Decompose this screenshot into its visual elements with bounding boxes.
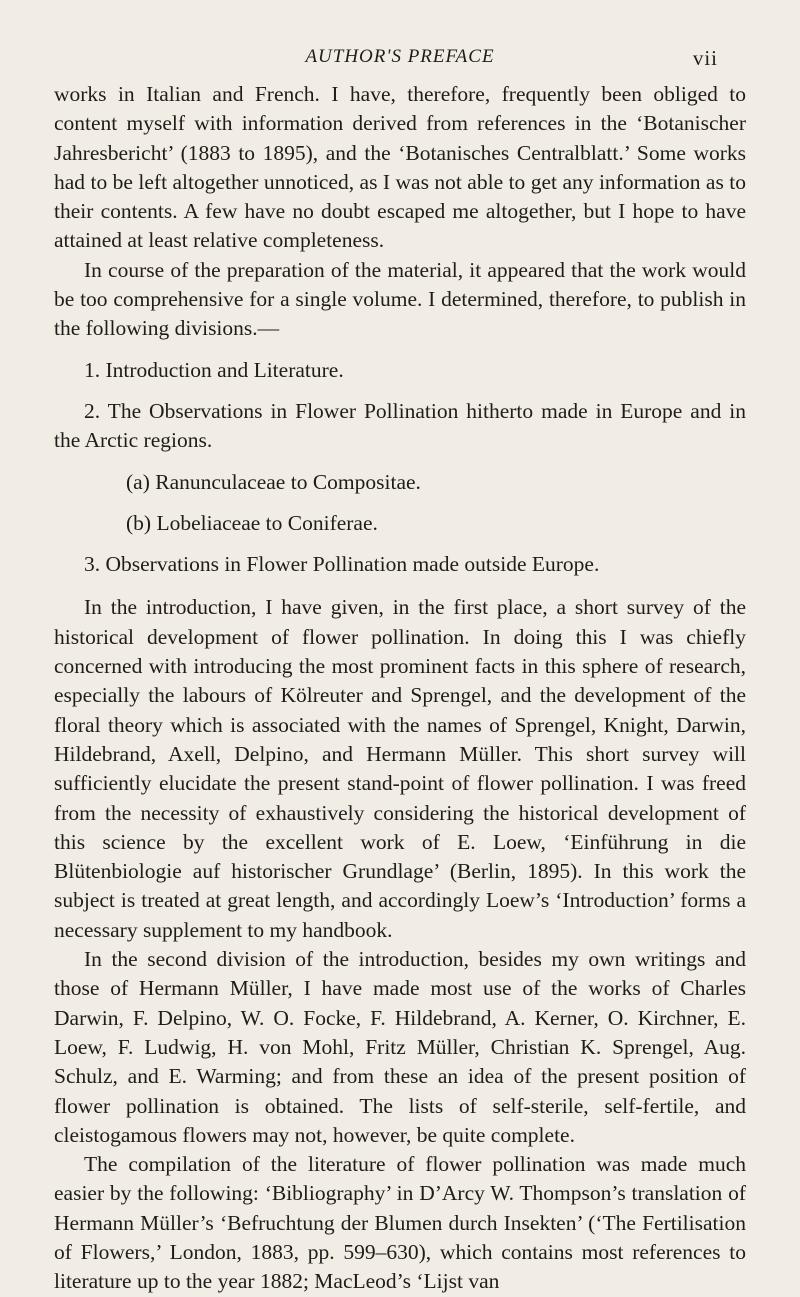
division-3: 3. Observations in Flower Pollination made outside Europe. <box>84 552 600 577</box>
paragraph-5: The compilation of the literature of flower pollination was made much easier by the following: ‘Bibliography’ in D’Arcy W. Thompson’s translation of Hermann Müller’s ‘Befruchtung der Blumen durch Insekten’ (‘The Fertilisation of Flowers,’ London, 1883, pp. 599–630), which contains most references to literature up to the year 1882; MacLeod’s ‘Lijst van <box>54 1152 746 1294</box>
paragraph-1: works in Italian and French. I have, therefore, frequently been obliged to content myself with information derived from references in the ‘Botanischer Jahresbericht’ (1883 to 1895), and the ‘Botanisches Centralblatt.’ Some works had to be left altogether unnoticed, as I was not able to get any information as to their contents. A few have no doubt escaped me altogether, but I hope to have attained at least relative completeness. <box>54 82 746 253</box>
division-2: 2. The Observations in Flower Pollination hitherto made in Europe and in the Arctic regions. <box>54 398 746 453</box>
division-1: 1. Introduction and Literature. <box>84 357 344 382</box>
body-text <box>54 80 746 1297</box>
running-title: AUTHOR'S PREFACE <box>305 46 495 67</box>
division-2a: (a) Ranunculaceae to Compositae. <box>126 469 421 494</box>
division-2b: (b) Lobeliaceae to Coniferae. <box>126 510 378 535</box>
page-number: vii <box>692 46 718 70</box>
paragraph-3: In the introduction, I have given, in the first place, a short survey of the historical development of flower pollination. In doing this I was chiefly concerned with introducing the most prominent facts in this sphere of research, especially the labours of Kölreuter and Sprengel, and the development of the floral theory which is associated with the names of Sprengel, Knight, Darwin, Hildebrand, Axell, Delpino, and Hermann Müller. This short survey will sufficiently elucidate the present stand-point of flower pollination. I was freed from the necessity of exhaustively considering the historical development of this science by the excellent work of E. Loew, ‘Einführung in die Blütenbiologie auf historischer Grundlage’ (Berlin, 1895). In this work the subject is treated at great length, and accordingly Loew’s ‘Introduction’ forms a necessary supplement to my handbook. <box>54 595 746 942</box>
paragraph-2: In course of the preparation of the material, it appeared that the work would be too comprehensive for a single volume. I determined, therefore, to publish in the following divisions.— <box>54 257 746 341</box>
paragraph-4: In the second division of the introduction, besides my own writings and those of Hermann Müller, I have made most use of the works of Charles Darwin, F. Delpino, W. O. Focke, F. Hildebrand, A. Kerner, O. Kirchner, E. Loew, F. Ludwig, H. von Mohl, Fritz Müller, Christian K. Sprengel, Aug. Schulz, and E. Warming; and from these an idea of the present position of flower pollination is obtained. The lists of self-sterile, self-fertile, and cleistogamous flowers may not, however, be quite complete. <box>54 947 746 1147</box>
running-head <box>0 42 800 72</box>
